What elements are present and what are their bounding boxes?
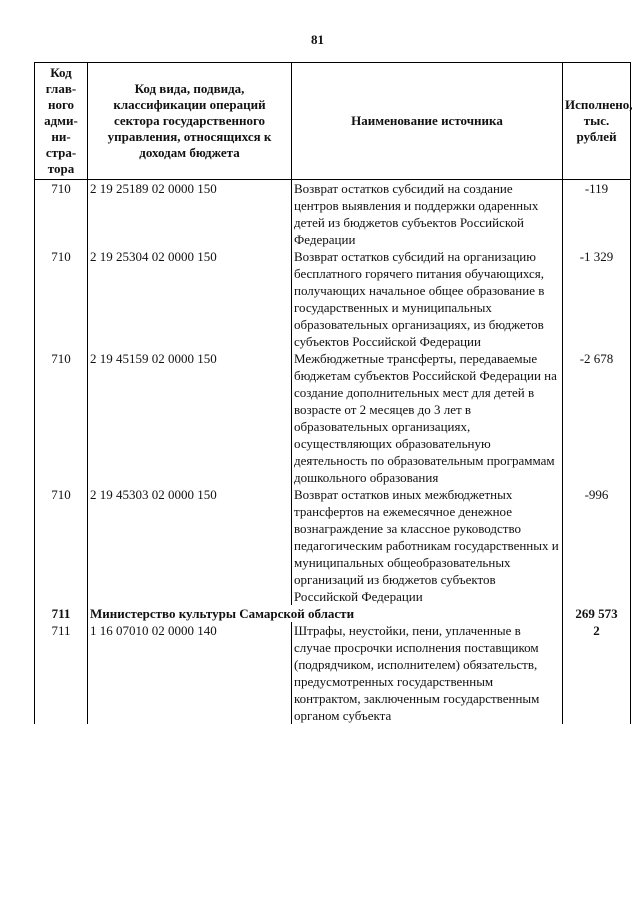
header-admin-code: Код глав-ного адми-ни-стра-тора — [35, 63, 88, 180]
classification-code-cell: 2 19 25189 02 0000 150 — [88, 180, 292, 249]
admin-code-cell: 710 — [35, 180, 88, 249]
source-name-cell: Возврат остатков субсидий на создание центров выявления и поддержки одаренных детей из бюджетов субъектов Российской Федерации — [292, 180, 563, 249]
header-executed-amount: Исполнено, тыс. рублей — [563, 63, 631, 180]
budget-execution-table — [34, 62, 631, 724]
source-name-cell: Штрафы, неустойки, пени, уплаченные в случае просрочки исполнения поставщиком (подрядчиком, исполнителем) обязательств, предусмотренных государственным контрактом, заключенным государственным органом субъекта — [292, 622, 563, 724]
classification-code-cell: 2 19 25304 02 0000 150 — [88, 248, 292, 350]
amount-cell: -119 — [563, 180, 631, 249]
ministry-total-amount: 269 573 — [563, 605, 631, 622]
table-row — [35, 622, 631, 724]
source-name-cell: Возврат остатков иных межбюджетных трансфертов на ежемесячное денежное вознаграждение за классное руководство педагогическим работникам государственных и муниципальных общеобразовательных организаций из бюджетов субъектов Российской Федерации — [292, 486, 563, 605]
header-source-name: Наименование источника — [292, 63, 563, 180]
amount-cell: -1 329 — [563, 248, 631, 350]
table-row — [35, 486, 631, 605]
admin-code-cell: 710 — [35, 350, 88, 486]
page-number: 81 — [311, 32, 324, 47]
ministry-total-row — [35, 605, 631, 622]
classification-code-cell: 2 19 45303 02 0000 150 — [88, 486, 292, 605]
ministry-admin-code: 711 — [35, 605, 88, 622]
amount-cell: 2 — [563, 622, 631, 724]
amount-cell: -2 678 — [563, 350, 631, 486]
table-row — [35, 248, 631, 350]
source-name-cell: Межбюджетные трансферты, передаваемые бюджетам субъектов Российской Федерации на создание дополнительных мест для детей в возрасте от 2 месяцев до 3 лет в образовательных организациях, осуществляющих образовательную деятельность по образовательным программам дошкольного образования — [292, 350, 563, 486]
admin-code-cell: 710 — [35, 486, 88, 605]
classification-code-cell: 1 16 07010 02 0000 140 — [88, 622, 292, 724]
table-row — [35, 350, 631, 486]
admin-code-cell: 710 — [35, 248, 88, 350]
table-row — [35, 180, 631, 249]
admin-code-cell: 711 — [35, 622, 88, 724]
ministry-name: Министерство культуры Самарской области — [88, 605, 563, 622]
header-classification-code: Код вида, подвида, классификации операций сектора государственного управления, относящихся к доходам бюджета — [88, 63, 292, 180]
amount-cell: -996 — [563, 486, 631, 605]
table-header-row — [35, 63, 631, 180]
classification-code-cell: 2 19 45159 02 0000 150 — [88, 350, 292, 486]
source-name-cell: Возврат остатков субсидий на организацию бесплатного горячего питания обучающихся, получающих начальное общее образование в государственных и муниципальных образовательных организациях, из бюджетов субъектов Российской Федерации — [292, 248, 563, 350]
